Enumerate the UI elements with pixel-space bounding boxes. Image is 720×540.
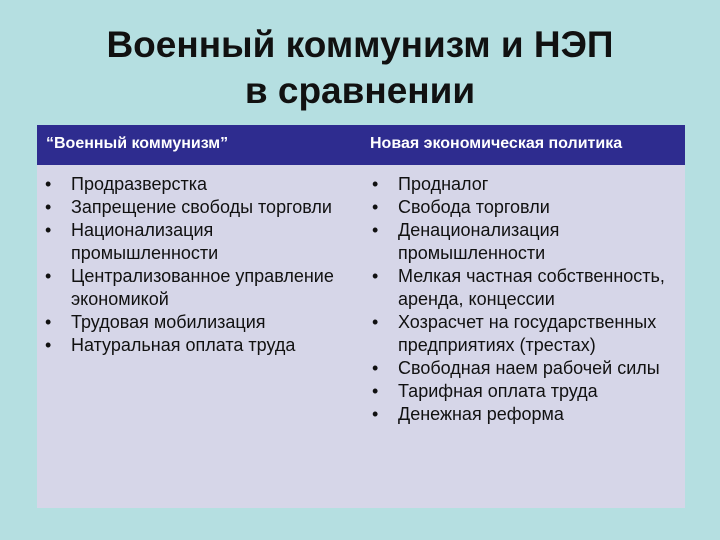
list-item: • Централизованное управление экономикой <box>37 265 357 311</box>
list-item: • Денежная реформа <box>364 403 680 426</box>
title-line-2: в сравнении <box>244 70 476 111</box>
list-item: • Тарифная оплата труда <box>364 380 680 403</box>
header-war-communism: “Военный коммунизм” <box>46 135 229 152</box>
title-line-1: Военный коммунизм и НЭП <box>106 24 614 65</box>
war-communism-list <box>37 173 357 357</box>
page-title <box>0 22 720 114</box>
list-item: • Свобода торговли <box>364 196 680 219</box>
table-header <box>37 125 685 165</box>
comparison-table <box>37 125 685 508</box>
list-item: • Мелкая частная собственность, аренда, концессии <box>364 265 680 311</box>
list-item: • Денационализация промышленности <box>364 219 680 265</box>
nep-list <box>364 173 680 426</box>
list-item: • Натуральная оплата труда <box>37 334 357 357</box>
list-item: • Хозрасчет на государственных предприятиях (трестах) <box>364 311 680 357</box>
list-item: • Свободная наем рабочей силы <box>364 357 680 380</box>
list-item: • Продналог <box>364 173 680 196</box>
list-item: • Запрещение свободы торговли <box>37 196 357 219</box>
list-item: • Продразверстка <box>37 173 357 196</box>
list-item: • Трудовая мобилизация <box>37 311 357 334</box>
list-item: • Национализация промышленности <box>37 219 357 265</box>
header-nep: Новая экономическая политика <box>370 135 623 152</box>
